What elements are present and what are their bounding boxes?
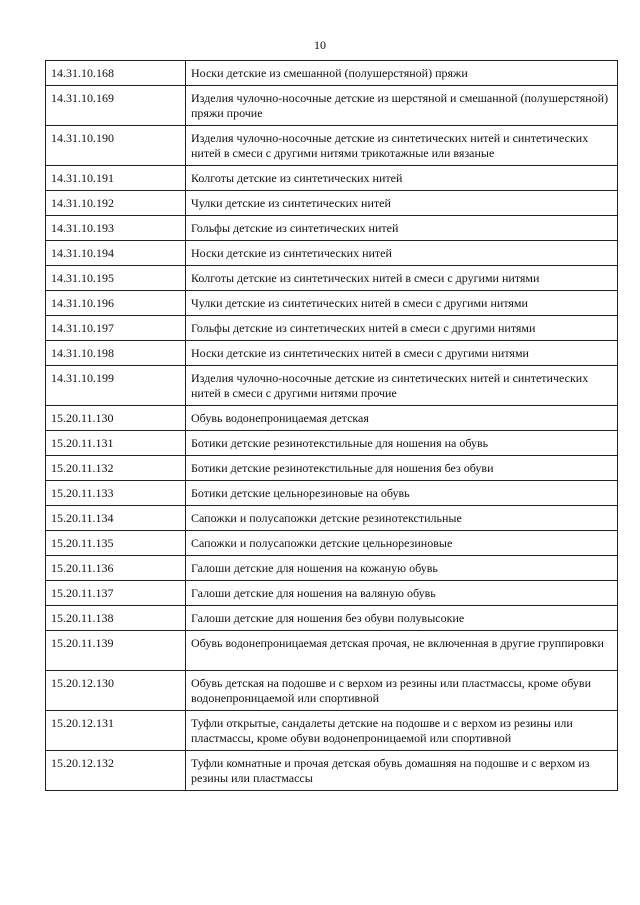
table-row <box>46 631 618 671</box>
codes-table-body <box>46 61 618 791</box>
description-cell: Колготы детские из синтетических нитей в смеси с другими нитями <box>186 266 618 291</box>
code-cell: 14.31.10.194 <box>46 241 186 266</box>
table-row <box>46 606 618 631</box>
table-row <box>46 671 618 711</box>
code-cell: 15.20.11.137 <box>46 581 186 606</box>
table-row <box>46 86 618 126</box>
table-row <box>46 266 618 291</box>
codes-table <box>45 60 618 791</box>
code-cell: 15.20.11.135 <box>46 531 186 556</box>
description-cell: Носки детские из синтетических нитей <box>186 241 618 266</box>
code-cell: 15.20.11.138 <box>46 606 186 631</box>
table-row <box>46 241 618 266</box>
description-cell: Изделия чулочно-носочные детские из синтетических нитей и синтетических нитей в смеси с другими нитями трикотажные или вязаные <box>186 126 618 166</box>
table-row <box>46 366 618 406</box>
table-row <box>46 506 618 531</box>
table-row <box>46 191 618 216</box>
description-cell: Носки детские из синтетических нитей в смеси с другими нитями <box>186 341 618 366</box>
table-row <box>46 481 618 506</box>
description-cell: Изделия чулочно-носочные детские из синтетических нитей и синтетических нитей в смеси с другими нитями прочие <box>186 366 618 406</box>
description-cell: Чулки детские из синтетических нитей в смеси с другими нитями <box>186 291 618 316</box>
table-row <box>46 216 618 241</box>
code-cell: 15.20.12.131 <box>46 711 186 751</box>
table-row <box>46 556 618 581</box>
code-cell: 15.20.11.132 <box>46 456 186 481</box>
page-number: 10 <box>314 38 326 52</box>
description-cell: Обувь водонепроницаемая детская прочая, не включенная в другие группировки <box>186 631 618 671</box>
code-cell: 15.20.11.139 <box>46 631 186 671</box>
description-cell: Носки детские из смешанной (полушерстяной) пряжи <box>186 61 618 86</box>
code-cell: 15.20.11.136 <box>46 556 186 581</box>
code-cell: 15.20.12.130 <box>46 671 186 711</box>
table-row <box>46 291 618 316</box>
table-row <box>46 341 618 366</box>
description-cell: Гольфы детские из синтетических нитей в смеси с другими нитями <box>186 316 618 341</box>
table-row <box>46 711 618 751</box>
code-cell: 14.31.10.192 <box>46 191 186 216</box>
description-cell: Обувь детская на подошве и с верхом из резины или пластмассы, кроме обуви водонепроницаемой или спортивной <box>186 671 618 711</box>
description-cell: Галоши детские для ношения на кожаную обувь <box>186 556 618 581</box>
description-cell: Колготы детские из синтетических нитей <box>186 166 618 191</box>
table-row <box>46 61 618 86</box>
table-row <box>46 406 618 431</box>
code-cell: 15.20.11.131 <box>46 431 186 456</box>
description-cell: Чулки детские из синтетических нитей <box>186 191 618 216</box>
description-cell: Туфли открытые, сандалеты детские на подошве и с верхом из резины или пластмассы, кроме обуви водонепроницаемой или спортивной <box>186 711 618 751</box>
table-row <box>46 431 618 456</box>
table-row <box>46 456 618 481</box>
description-cell: Ботики детские резинотекстильные для ношения без обуви <box>186 456 618 481</box>
table-row <box>46 166 618 191</box>
description-cell: Сапожки и полусапожки детские цельнорезиновые <box>186 531 618 556</box>
description-cell: Ботики детские цельнорезиновые на обувь <box>186 481 618 506</box>
description-cell: Туфли комнатные и прочая детская обувь домашняя на подошве и с верхом из резины или пластмассы <box>186 751 618 791</box>
table-row <box>46 316 618 341</box>
table-row <box>46 581 618 606</box>
code-cell: 14.31.10.168 <box>46 61 186 86</box>
description-cell: Гольфы детские из синтетических нитей <box>186 216 618 241</box>
code-cell: 15.20.11.130 <box>46 406 186 431</box>
table-row <box>46 126 618 166</box>
code-cell: 15.20.11.133 <box>46 481 186 506</box>
code-cell: 14.31.10.193 <box>46 216 186 241</box>
code-cell: 14.31.10.169 <box>46 86 186 126</box>
code-cell: 14.31.10.199 <box>46 366 186 406</box>
description-cell: Галоши детские для ношения без обуви полувысокие <box>186 606 618 631</box>
description-cell: Изделия чулочно-носочные детские из шерстяной и смешанной (полушерстяной) пряжи прочие <box>186 86 618 126</box>
description-cell: Сапожки и полусапожки детские резинотекстильные <box>186 506 618 531</box>
description-cell: Галоши детские для ношения на валяную обувь <box>186 581 618 606</box>
description-cell: Обувь водонепроницаемая детская <box>186 406 618 431</box>
code-cell: 14.31.10.191 <box>46 166 186 191</box>
code-cell: 14.31.10.190 <box>46 126 186 166</box>
table-row <box>46 751 618 791</box>
code-cell: 14.31.10.195 <box>46 266 186 291</box>
code-cell: 14.31.10.198 <box>46 341 186 366</box>
code-cell: 15.20.12.132 <box>46 751 186 791</box>
code-cell: 14.31.10.197 <box>46 316 186 341</box>
code-cell: 15.20.11.134 <box>46 506 186 531</box>
description-cell: Ботики детские резинотекстильные для ношения на обувь <box>186 431 618 456</box>
code-cell: 14.31.10.196 <box>46 291 186 316</box>
table-row <box>46 531 618 556</box>
